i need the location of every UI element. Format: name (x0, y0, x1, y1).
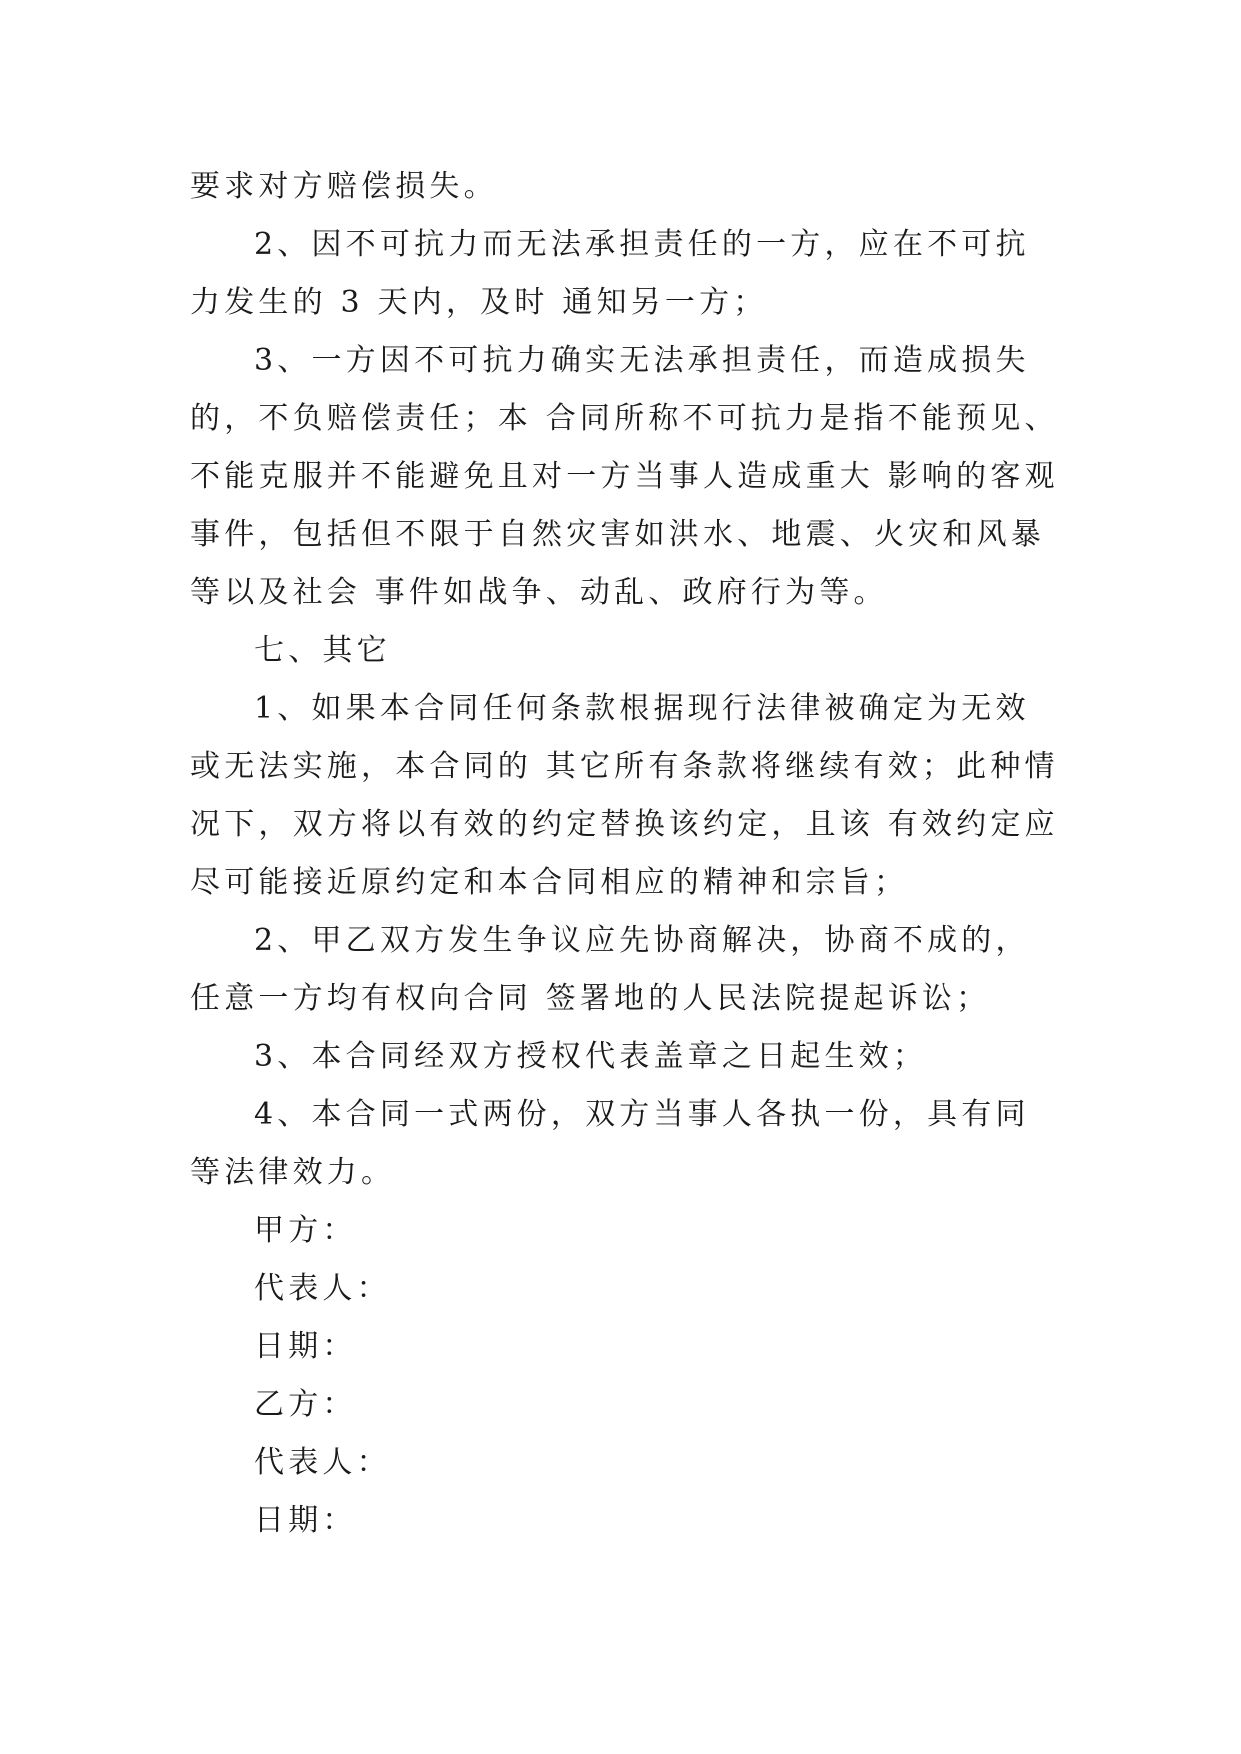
party-b-label: 乙方： (254, 1387, 357, 1422)
section-heading-other: 七、其它 (254, 633, 391, 668)
paragraph-dispute-resolution: 2、甲乙双方发生争议应先协商解决，协商不成的，任意一方均有权向合同 签署地的人民法院提起诉讼； (190, 923, 1030, 1016)
party-b-date-label: 日期： (254, 1503, 357, 1538)
party-a-date-label: 日期： (254, 1329, 357, 1364)
party-a-label: 甲方： (254, 1213, 357, 1248)
paragraph-severability: 1、如果本合同任何条款根据现行法律被确定为无效或无法实施，本合同的 其它所有条款将继续有效；此种情况下，双方将以有效的约定替换该约定，且该 有效约定应尽可能接近原约定和本合同相应的精神和宗旨； (190, 691, 1059, 900)
party-a-representative-label: 代表人： (254, 1271, 391, 1306)
paragraph-copies: 4、本合同一式两份，双方当事人各执一份，具有同等法律效力。 (190, 1097, 1030, 1190)
paragraph-force-majeure-definition: 3、一方因不可抗力确实无法承担责任，而造成损失的，不负赔偿责任；本 合同所称不可抗力是指不能预见、 不能克服并不能避免且对一方当事人造成重大 影响的客观事件，包括但不限于自然灾害如洪水、地震、火灾和风暴等以及社会 事件如战争、动乱、政府行为等。 (190, 343, 1059, 610)
document-body (190, 158, 1062, 1550)
signature-block (190, 1202, 1062, 1550)
paragraph-effective-date: 3、本合同经双方授权代表盖章之日起生效； (254, 1039, 928, 1074)
party-b-representative-label: 代表人： (254, 1445, 391, 1480)
paragraph-force-majeure-notice: 2、因不可抗力而无法承担责任的一方，应在不可抗力发生的 3 天内，及时 通知另一方； (190, 227, 1030, 320)
paragraph-continuation: 要求对方赔偿损失。 (190, 169, 498, 204)
